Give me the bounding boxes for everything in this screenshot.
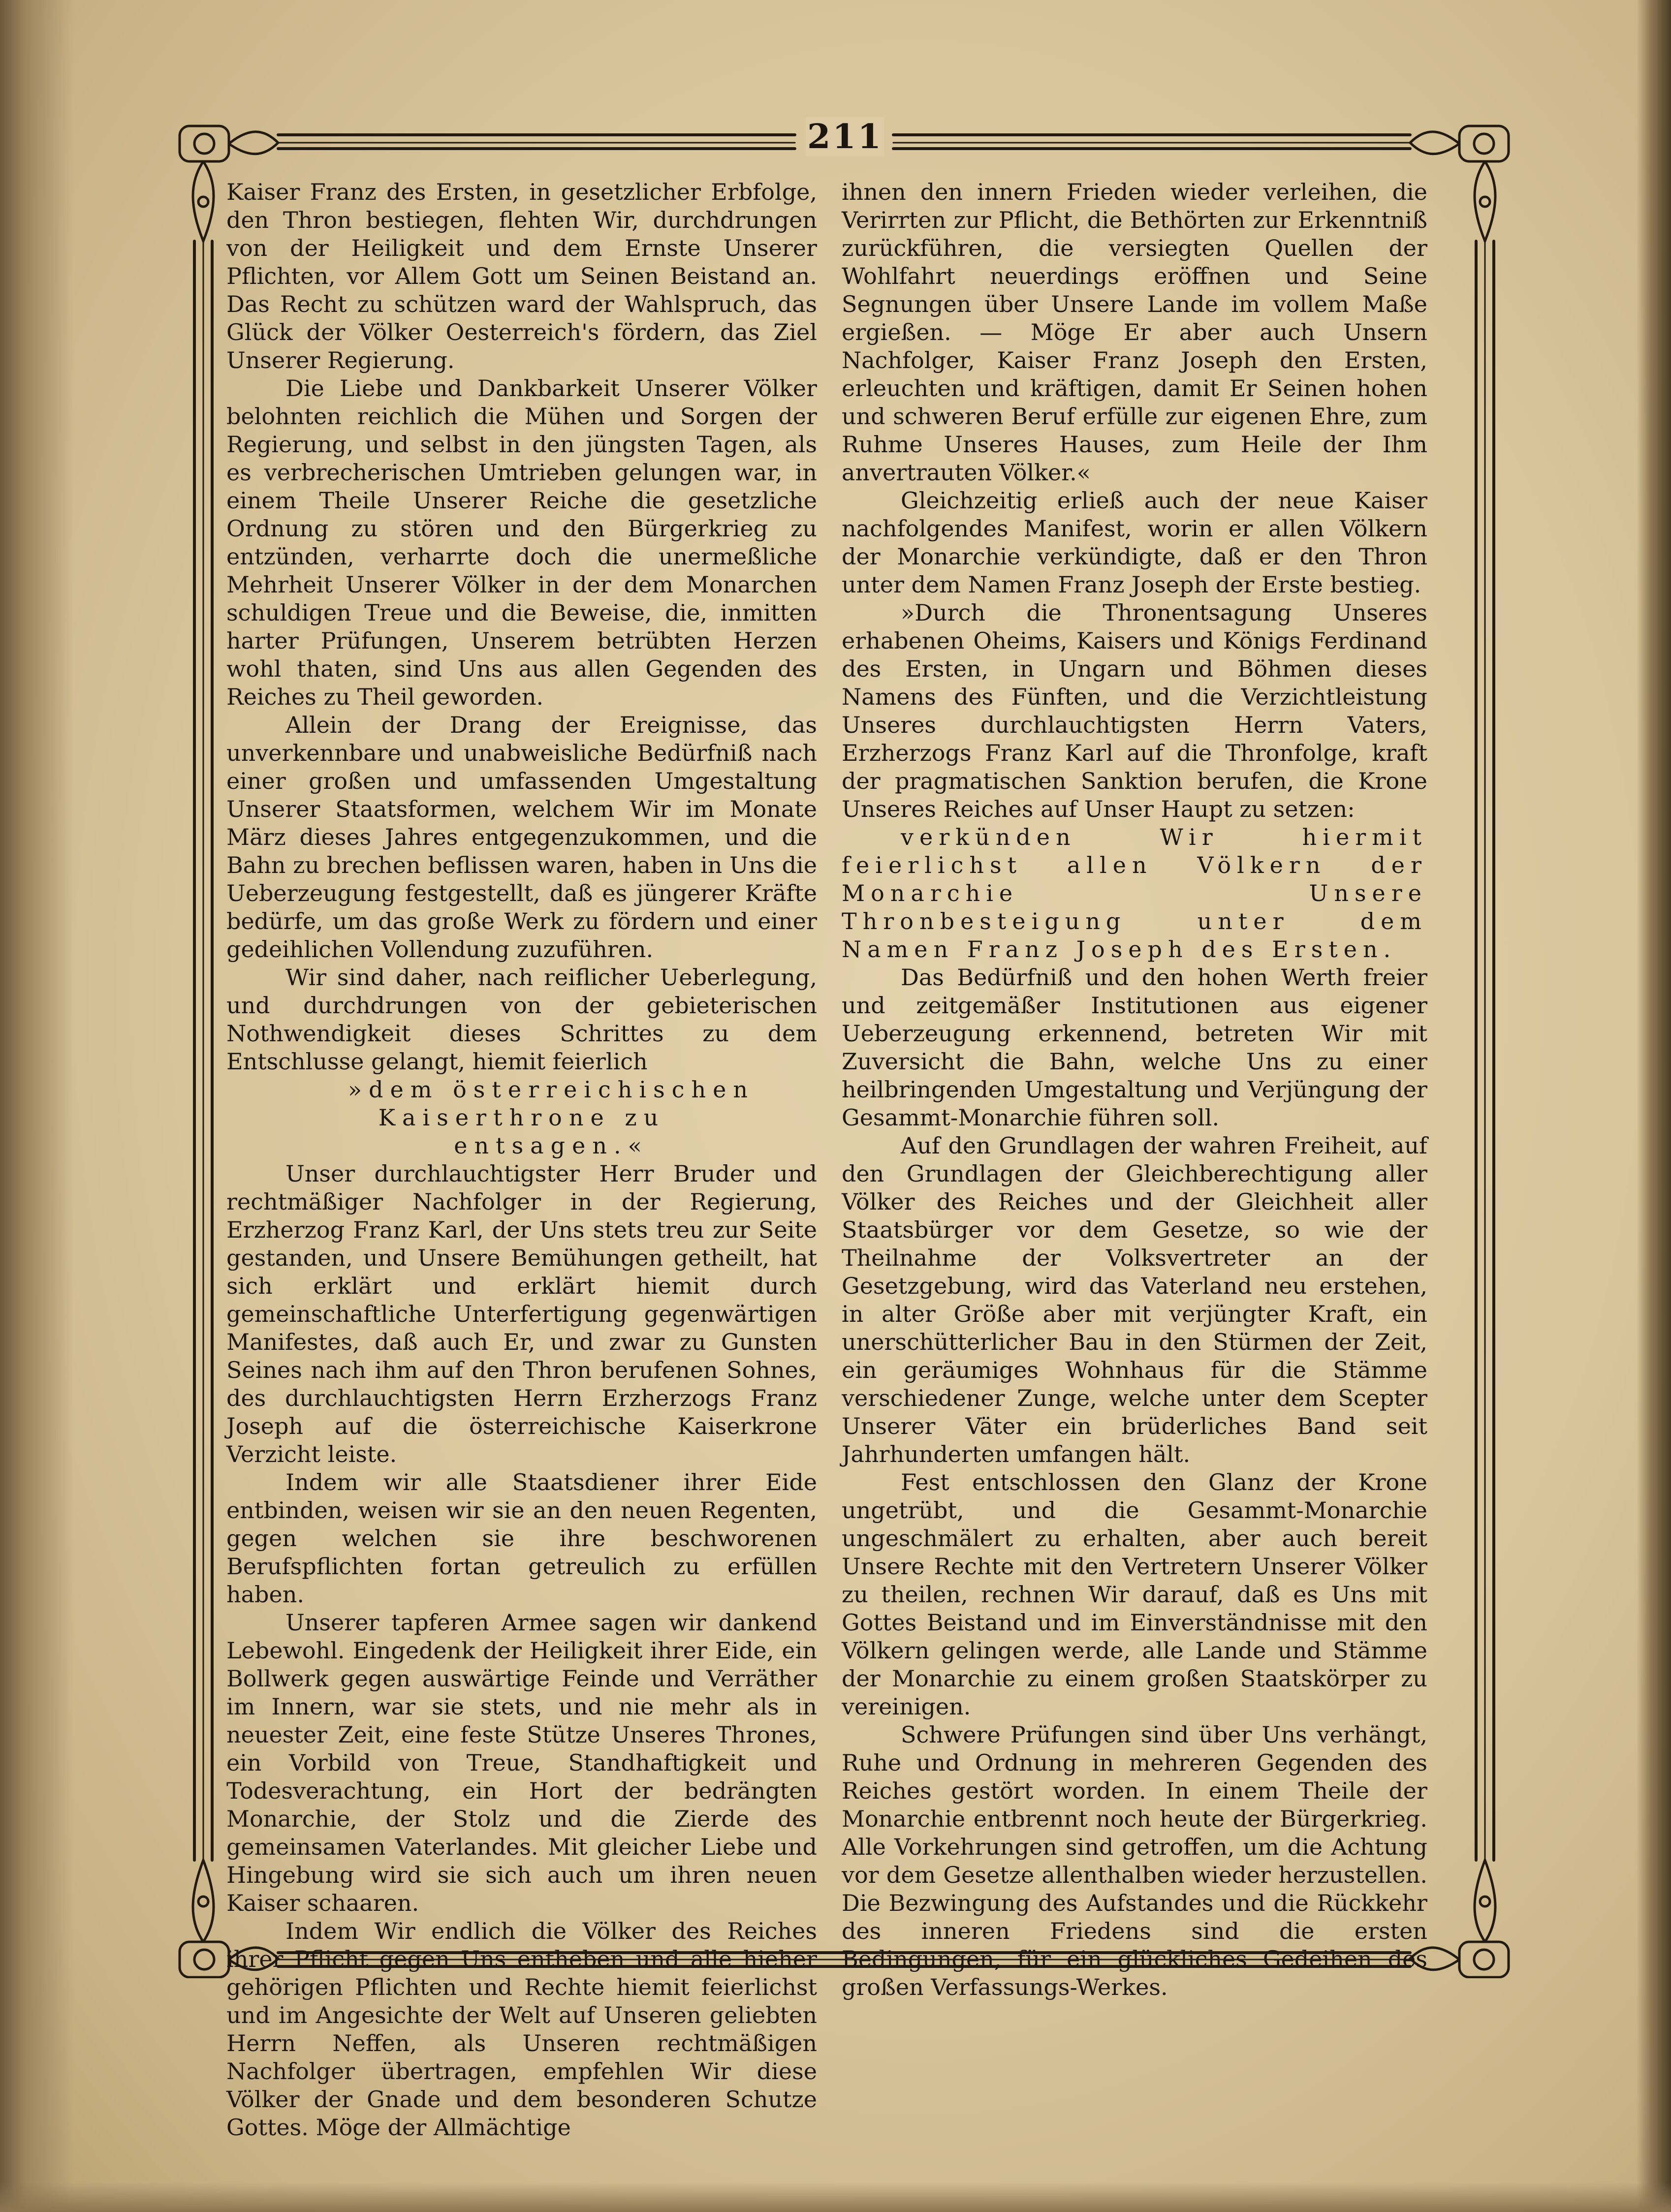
left-column bbox=[226, 178, 817, 2142]
right-column bbox=[842, 178, 1427, 2001]
left-paragraph-1: Kaiser Franz des Ersten, in gesetzlicher Erbfolge, den Thron bestiegen, flehten Wir, durchdrungen von der Heiligkeit und dem Ernste Unserer Pflichten, vor Allem Gott um Seinen Beistand an. Das Recht zu schützen ward der Wahlspruch, das Glück der Völker Oesterreich's fördern, das Ziel Unserer Regierung. bbox=[226, 179, 817, 374]
left-paragraph-5: Unser durchlauchtigster Herr Bruder und rechtmäßiger Nachfolger in der Regierung, Erzherzog Franz Karl, der Uns stets treu zur Seite gestanden, und Unsere Bemühungen getheilt, hat sich erklärt und erklärt hiemit durch gemeinschaftliche Unterfertigung gegenwärtigen Manifestes, daß auch Er, und zwar zu Gunsten Seines nach ihm auf den Thron berufenen Sohnes, des durchlauchtigsten Herrn Erzherzogs Franz Joseph auf die österreichische Kaiserkrone Verzicht leiste. bbox=[226, 1160, 817, 1467]
right-paragraph-2: Gleichzeitig erließ auch der neue Kaiser nachfolgendes Manifest, worin er allen Völkern der Monarchie verkündigte, daß er den Thron unter dem Namen Franz Joseph der Erste bestieg. bbox=[842, 487, 1427, 598]
binding-gutter-shadow bbox=[0, 0, 74, 2212]
left-paragraph-6: Indem wir alle Staatsdiener ihrer Eide entbinden, weisen wir sie an den neuen Regenten, gegen welchen sie ihre beschworenen Berufspflichten fortan getreulich zu erfüllen haben. bbox=[226, 1469, 817, 1608]
abdication-proclamation-line-1: »dem österreichischen Kaiserthrone zu bbox=[348, 1076, 755, 1131]
page-edge-shadow bbox=[1637, 0, 1671, 2212]
abdication-proclamation-line-2: entsagen.« bbox=[454, 1132, 649, 1159]
page-bottom-shadow bbox=[0, 2182, 1671, 2212]
right-paragraph-1: ihnen den innern Frieden wieder verleihen, die Verirrten zur Pflicht, die Bethörten zur Erkenntniß zurückführen, die versiegten Quellen der Wohlfahrt neuerdings eröffnen und Seine Segnungen über Unsere Lande im vollem Maße ergießen. — Möge Er aber auch Unsern Nachfolger, Kaiser Franz Joseph den Ersten, erleuchten und kräftigen, damit Er Seinen hohen und schweren Beruf erfülle zur eigenen Ehre, zum Ruhme Unseres Hauses, zum Heile der Ihm anvertrauten Völker.« bbox=[842, 179, 1427, 486]
left-paragraph-2: Die Liebe und Dankbarkeit Unserer Völker belohnten reichlich die Mühen und Sorgen der Regierung, und selbst in den jüngsten Tagen, als es verbrecherischen Umtrieben gelungen war, in einem Theile Unserer Reiche die gesetzliche Ordnung zu stören und den Bürgerkrieg zu entzünden, verharrte doch die unermeßliche Mehrheit Unserer Völker in der dem Monarchen schuldigen Treue und die Beweise, die, inmitten harter Prüfungen, Unserem betrübten Herzen wohl thaten, sind Uns aus allen Gegenden des Reiches zu Theil geworden. bbox=[226, 375, 817, 710]
left-paragraph-4: Wir sind daher, nach reiflicher Ueberlegung, und durchdrungen von der gebieterischen Nothwendigkeit dieses Schrittes zu dem Entschlusse gelangt, hiemit feierlich bbox=[226, 964, 817, 1075]
right-paragraph-5: Auf den Grundlagen der wahren Freiheit, auf den Grundlagen der Gleichberechtigung aller Völker des Reiches und der Gleichheit aller Staatsbürger vor dem Gesetze, so wie der Theilnahme der Volksvertreter an der Gesetzgebung, wird das Vaterland neu erstehen, in alter Größe aber mit verjüngter Kraft, ein unerschütterlicher Bau in den Stürmen der Zeit, ein geräumiges Wohnhaus für die Stämme verschiedener Zunge, welche unter dem Scepter Unserer Väter ein brüderliches Band seit Jahrhunderten umfangen hält. bbox=[842, 1132, 1427, 1467]
left-paragraph-8: Indem Wir endlich die Völker des Reiches ihrer Pflicht gegen Uns entheben und alle hieher gehörigen Pflichten und Rechte hiemit feierlichst und im Angesichte der Welt auf Unseren geliebten Herrn Neffen, als Unseren rechtmäßigen Nachfolger übertragen, empfehlen Wir diese Völker der Gnade und dem besonderen Schutze Gottes. Möge der Allmächtige bbox=[226, 1918, 817, 2141]
right-paragraph-6: Fest entschlossen den Glanz der Krone ungetrübt, und die Gesammt-Monarchie ungeschmälert zu erhalten, aber auch bereit Unsere Rechte mit den Vertretern Unserer Völker zu theilen, rechnen Wir darauf, daß es Uns mit Gottes Beistand und im Einverständnisse mit den Völkern gelingen werde, alle Lande und Stämme der Monarchie zu einem großen Staatskörper zu vereinigen. bbox=[842, 1469, 1427, 1720]
left-paragraph-3: Allein der Drang der Ereignisse, das unverkennbare und unabweisliche Bedürfniß nach einer großen und umfassenden Umgestaltung Unserer Staatsformen, welchem Wir im Monate März dieses Jahres entgegenzukommen, und die Bahn zu brechen beflissen waren, haben in Uns die Ueberzeugung festgestellt, daß es jüngerer Kräfte bedürfe, um das große Werk zu fördern und einer gedeihlichen Vollendung zuzuführen. bbox=[226, 712, 817, 963]
right-paragraph-4: Das Bedürfniß und den hohen Werth freier und zeitgemäßer Institutionen aus eigener Ueberzeugung erkennend, betreten Wir mit Zuversicht die Bahn, welche Uns zu einer heilbringenden Umgestaltung und Verjüngung der Gesammt-Monarchie führen soll. bbox=[842, 964, 1427, 1131]
page-number: 211 bbox=[806, 117, 884, 156]
right-paragraph-7: Schwere Prüfungen sind über Uns verhängt, Ruhe und Ordnung in mehreren Gegenden des Reiches gestört worden. In einem Theile der Monarchie entbrennt noch heute der Bürgerkrieg. Alle Vorkehrungen sind getroffen, um die Achtung vor dem Gesetze allenthalben wieder herzustellen. Die Bezwingung des Aufstandes und die Rückkehr des inneren Friedens sind die ersten Bedingungen, für ein glückliches Gedeihen des großen Verfassungs-Werkes. bbox=[842, 1721, 1427, 2000]
right-paragraph-3: »Durch die Thronentsagung Unseres erhabenen Oheims, Kaisers und Königs Ferdinand des Ersten, in Ungarn und Böhmen dieses Namens des Fünften, und die Verzichtleistung Unseres durchlauchtigsten Herrn Vaters, Erzherzogs Franz Karl auf die Thronfolge, kraft der pragmatischen Sanktion berufen, die Krone Unseres Reiches auf Unser Haupt zu setzen: bbox=[842, 599, 1427, 822]
left-paragraph-7: Unserer tapferen Armee sagen wir dankend Lebewohl. Eingedenk der Heiligkeit ihrer Eide, ein Bollwerk gegen auswärtige Feinde und Verräther im Innern, war sie stets, und nie mehr als in neuester Zeit, eine feste Stütze Unseres Thrones, ein Vorbild von Treue, Standhaftigkeit und Todesverachtung, ein Hort der bedrängten Monarchie, der Stolz und die Zierde des gemeinsamen Vaterlandes. Mit gleicher Liebe und Hingebung wird sie sich auch um ihren neuen Kaiser schaaren. bbox=[226, 1609, 817, 1916]
accession-proclamation: verkünden Wir hiermit feierlichst allen Völkern der Monarchie Unsere Thronbesteigung unter dem Namen Franz Joseph des Ersten. bbox=[842, 824, 1427, 963]
